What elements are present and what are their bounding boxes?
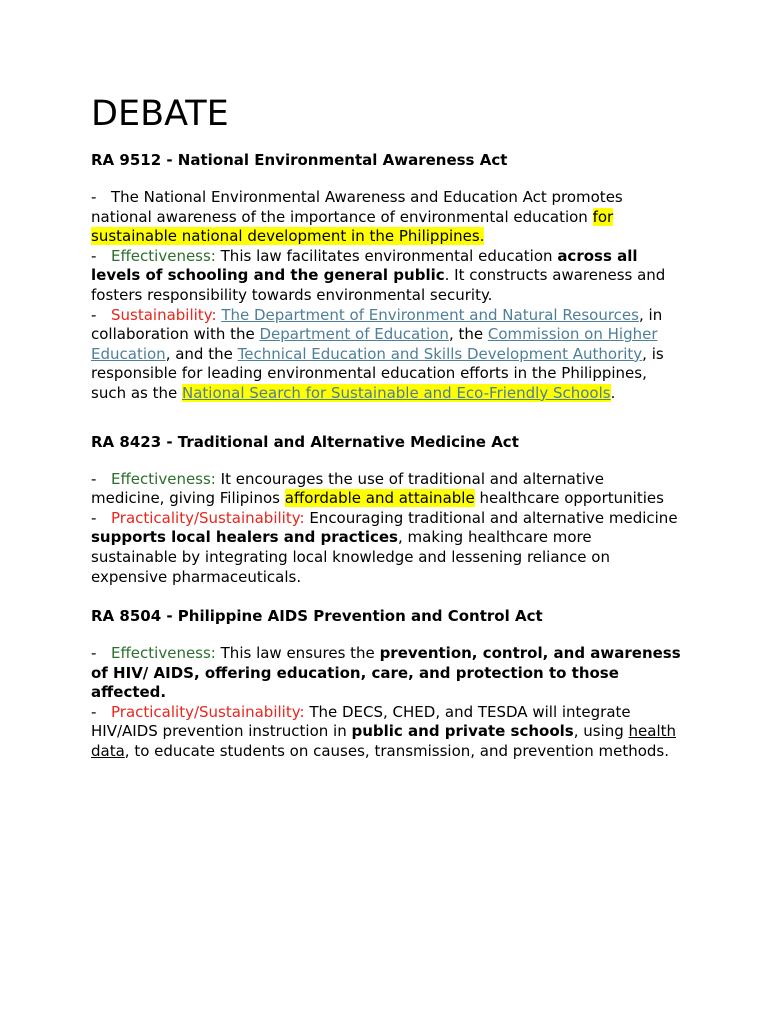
link-deped[interactable]: Department of Education bbox=[259, 325, 449, 344]
document-title: DEBATE bbox=[91, 94, 229, 134]
document-content bbox=[91, 92, 681, 762]
practicality-label: Practicality/Sustainability: bbox=[111, 508, 305, 527]
section-ra9512-intro: - The National Environmental Awareness and Education Act promotes national awareness of the importance of environmental education for sustainable national development in the Philippines. bbox=[91, 188, 623, 246]
section-ra9512-sustainability: - Sustainability: The Department of Environment and Natural Resources, in collaboration with the Department of Education, the Commission on Higher Education, and the Technical Education and Skills Development Authority, is responsible for leading environmental education efforts in the Philippines, such as the National Search for Sustainable and Eco-Friendly Schools. bbox=[91, 305, 664, 402]
effectiveness-label: Effectiveness: bbox=[111, 246, 216, 265]
section-heading-ra9512: RA 9512 - National Environmental Awareness Act bbox=[91, 151, 508, 169]
section-ra8423-effectiveness: - Effectiveness: It encourages the use of traditional and alternative medicine, giving Filipinos affordable and attainable healthcare opportunities bbox=[91, 469, 664, 508]
highlighted-text: affordable and attainable bbox=[284, 489, 475, 508]
section-ra8504-effectiveness: - Effectiveness: This law ensures the prevention, control, and awareness of HIV/ AIDS, offering education, care, and protection to those affected. bbox=[91, 644, 681, 702]
section-ra8504-practicality: - Practicality/Sustainability: The DECS, CHED, and TESDA will integrate HIV/AIDS prevention instruction in public and private schools, using health data, to educate students on causes, transmission, and prevention methods. bbox=[91, 702, 677, 761]
link-ched[interactable]: Commission on Higher Education bbox=[91, 325, 658, 363]
effectiveness-label: Effectiveness: bbox=[111, 644, 216, 663]
link-national-search[interactable]: National Search for Sustainable and Eco-Friendly Schools bbox=[182, 383, 611, 402]
link-denr[interactable]: The Department of Environment and Natural Resources bbox=[221, 305, 639, 324]
practicality-label: Practicality/Sustainability: bbox=[111, 702, 305, 721]
sustainability-label: Sustainability: bbox=[111, 305, 217, 324]
highlighted-text: for sustainable national development in the Philippines. bbox=[91, 207, 614, 246]
section-heading-ra8504: RA 8504 - Philippine AIDS Prevention and Control Act bbox=[91, 607, 543, 626]
section-ra8423-practicality: - Practicality/Sustainability: Encouraging traditional and alternative medicine supports local healers and practices, making healthcare more sustainable by integrating local knowledge and lessening reliance on expensive pharmaceuticals. bbox=[91, 508, 678, 586]
section-ra9512-effectiveness: - Effectiveness: This law facilitates environmental education across all levels of schooling and the general public. It constructs awareness and fosters responsibility towards environmental security. bbox=[91, 246, 666, 304]
effectiveness-label: Effectiveness: bbox=[111, 469, 216, 488]
section-heading-ra8423: RA 8423 - Traditional and Alternative Medicine Act bbox=[91, 432, 519, 451]
underlined-text: health data bbox=[91, 722, 677, 761]
link-tesda[interactable]: Technical Education and Skills Development Authority bbox=[237, 344, 643, 363]
